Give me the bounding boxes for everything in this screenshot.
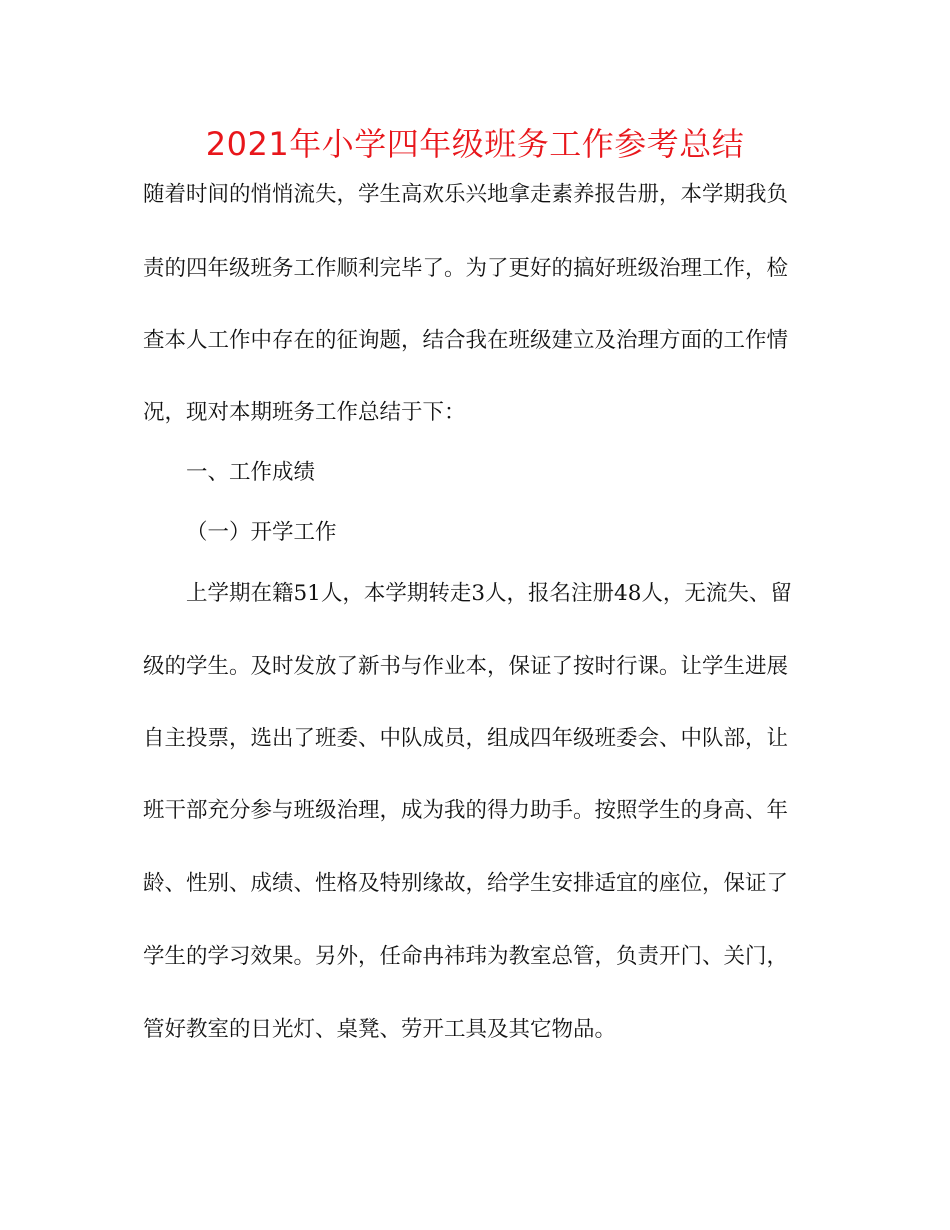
paragraph-line: 况，现对本期班务工作总结于下：: [143, 400, 466, 425]
document-title: 2021年小学四年级班务工作参考总结: [205, 125, 745, 163]
paragraph-line: 责的四年级班务工作顺利完毕了。为了更好的搞好班级治理工作，检: [143, 256, 789, 281]
subsection-heading: （一）开学工作: [186, 520, 337, 545]
paragraph-line: 查本人工作中存在的征询题，结合我在班级建立及治理方面的工作情: [143, 328, 789, 353]
paragraph-line: 自主投票，选出了班委、中队成员，组成四年级班委会、中队部，让: [143, 726, 789, 751]
paragraph-line: 学生的学习效果。另外，任命冉祎玮为教室总管，负责开门、关门，: [143, 944, 789, 969]
paragraph-line: 班干部充分参与班级治理，成为我的得力助手。按照学生的身高、年: [143, 798, 789, 823]
paragraph-line: 管好教室的日光灯、桌凳、劳开工具及其它物品。: [143, 1017, 617, 1042]
paragraph-line: 随着时间的悄悄流失，学生高欢乐兴地拿走素养报告册，本学期我负: [143, 182, 789, 207]
paragraph-line: 级的学生。及时发放了新书与作业本，保证了按时行课。让学生进展: [143, 654, 789, 679]
section-heading: 一、工作成绩: [186, 460, 316, 485]
paragraph-line: 龄、性别、成绩、性格及特别缘故，给学生安排适宜的座位，保证了: [143, 871, 789, 896]
paragraph-line: 上学期在籍51人，本学期转走3人，报名注册48人，无流失、留: [186, 581, 792, 606]
